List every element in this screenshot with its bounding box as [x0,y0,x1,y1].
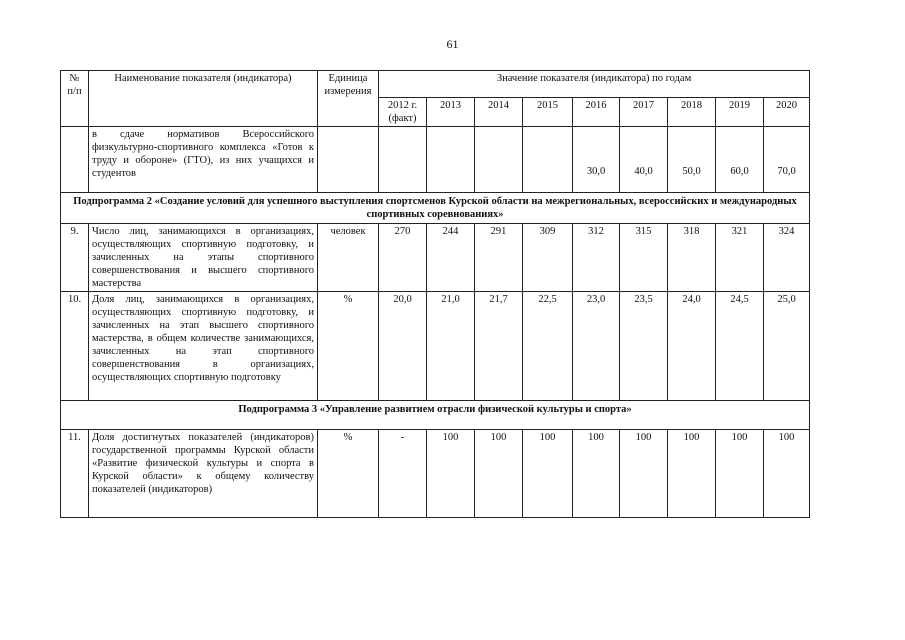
header-year: 2015 [523,98,573,127]
row-value: 23,0 [573,292,620,401]
row-value: 24,5 [716,292,764,401]
row-value: 100 [475,430,523,518]
header-num: № п/п [61,71,89,127]
row-value: 270 [379,224,427,292]
row-num [61,127,89,193]
row-value: 100 [427,430,475,518]
row-num: 10. [61,292,89,401]
row-unit: % [318,430,379,518]
row-unit: человек [318,224,379,292]
row-num: 9. [61,224,89,292]
row-value: 291 [475,224,523,292]
header-unit: Единица измерения [318,71,379,127]
row-value: 244 [427,224,475,292]
row-value: 23,5 [620,292,668,401]
row-value [523,127,573,193]
page-number: 61 [446,37,459,51]
row-value [475,127,523,193]
row-name: в сдаче нормативов Всероссийского физкультурно-спортивного комплекса «Готов к труду и обороне» (ГТО), из них учащихся и студентов [89,127,318,193]
row-name: Число лиц, занимающихся в организациях, осуществляющих спортивную подготовку, и зачисленных на этапы спортивного совершенствования и высшего спортивного мастерства [89,224,318,292]
indicator-table [60,70,810,518]
table-row [61,430,810,518]
row-value: 21,0 [427,292,475,401]
row-value: 324 [764,224,810,292]
row-name: Доля достигнутых показателей (индикаторов) государственной программы Курской области «Развитие физической культуры и спорта в Курской области» к общему количеству показателей (индикаторов) [89,430,318,518]
row-value: 22,5 [523,292,573,401]
table-row [61,292,810,401]
row-value [379,127,427,193]
row-value: 20,0 [379,292,427,401]
row-value: - [379,430,427,518]
header-year: 2014 [475,98,523,127]
row-value: 100 [523,430,573,518]
header-year: 2019 [716,98,764,127]
row-value: 50,0 [668,127,716,193]
row-value: 70,0 [764,127,810,193]
row-value: 100 [573,430,620,518]
row-unit [318,127,379,193]
row-value: 309 [523,224,573,292]
row-value: 24,0 [668,292,716,401]
table-row [61,127,810,193]
subprogram-2-heading: Подпрограмма 2 «Создание условий для успешного выступления спортсменов Курской области на межрегиональных, всероссийских и международных спортивных соревнованиях» [61,193,810,224]
table-row [61,224,810,292]
row-value: 100 [716,430,764,518]
row-value: 100 [764,430,810,518]
header-name: Наименование показателя (индикатора) [89,71,318,127]
row-value: 312 [573,224,620,292]
row-value: 100 [668,430,716,518]
row-value: 315 [620,224,668,292]
header-year: 2016 [573,98,620,127]
row-value: 318 [668,224,716,292]
row-value [427,127,475,193]
row-value: 40,0 [620,127,668,193]
row-value: 100 [620,430,668,518]
header-values: Значение показателя (индикатора) по годам [379,71,810,98]
row-name: Доля лиц, занимающихся в организациях, осуществляющих спортивную подготовку, и зачисленных на этап высшего спортивного мастерства, в общем количестве занимающихся, зачисленных на этап спортивного совершенствования в организациях, осуществляющих спортивную подготовку [89,292,318,401]
row-value: 30,0 [573,127,620,193]
row-unit: % [318,292,379,401]
row-value: 25,0 [764,292,810,401]
row-value: 321 [716,224,764,292]
header-year: 2017 [620,98,668,127]
header-year: 2013 [427,98,475,127]
header-year: 2012 г. (факт) [379,98,427,127]
row-value: 60,0 [716,127,764,193]
row-value: 21,7 [475,292,523,401]
subprogram-3-heading: Подпрограмма 3 «Управление развитием отрасли физической культуры и спорта» [61,401,810,430]
row-num: 11. [61,430,89,518]
header-year: 2018 [668,98,716,127]
header-year: 2020 [764,98,810,127]
